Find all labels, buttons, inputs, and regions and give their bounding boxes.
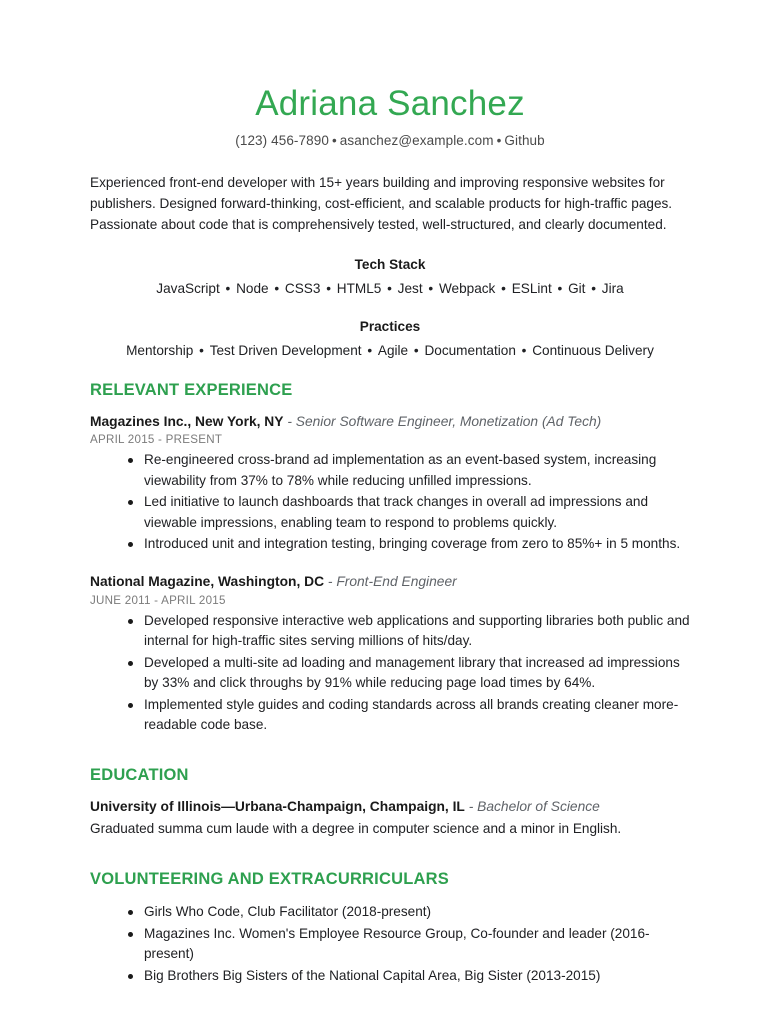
skill-separator-icon: • [270, 281, 283, 297]
contact-github-link[interactable]: Github [504, 133, 545, 149]
bullet-item: Big Brothers Big Sisters of the National Capital Area, Big Sister (2013-2015) [144, 966, 690, 986]
skill-list [90, 341, 690, 361]
contact-phone: (123) 456-7890 [235, 133, 329, 149]
skill-list [90, 279, 690, 299]
skill-item: CSS3 [284, 281, 321, 297]
skill-separator-icon: • [553, 281, 567, 297]
professional-summary: Experienced front-end developer with 15+ years building and improving responsive websites for publishers. Designed forward-thinking, cost-efficient, and scalable products for high-traffic pages. Passionate about code that is comprehensively tested, well-structured, and clearly documented. [90, 175, 673, 233]
candidate-name: Adriana Sanchez [255, 84, 525, 123]
skill-item: Webpack [438, 281, 496, 297]
skill-separator-icon: • [363, 343, 376, 359]
education-entry [90, 798, 690, 839]
skill-block-title: Tech Stack [354, 257, 426, 273]
education-note: Graduated summa cum laude with a degree in computer science and a minor in English. [90, 821, 622, 837]
skill-item: HTML5 [336, 281, 382, 297]
skill-item: Agile [377, 343, 409, 359]
volunteering-bullet-list [90, 902, 690, 986]
skill-item: Jest [397, 281, 423, 297]
bullet-item: Introduced unit and integration testing, bringing coverage from zero to 85%+ in 5 months. [144, 534, 690, 554]
skill-separator-icon: • [322, 281, 335, 297]
skill-block-tech-stack [90, 257, 690, 299]
section-volunteering [90, 870, 690, 986]
skill-item: Jira [601, 281, 624, 297]
contact-separator-icon: • [496, 133, 502, 149]
skill-separator-icon: • [424, 281, 437, 297]
entry-organization: University of Illinois—Urbana-Champaign, Champaign, IL [90, 799, 465, 815]
skill-separator-icon: • [195, 343, 208, 359]
skill-item: Git [568, 281, 586, 297]
entry-role: Senior Software Engineer, Monetization (Ad Tech) [295, 413, 602, 429]
bullet-item: Developed responsive interactive web applications and supporting libraries both public and internal for high-traffic sites serving millions of hits/day. [144, 611, 690, 652]
entry-dash: - [283, 413, 296, 429]
entry-dash: - [464, 799, 478, 815]
bullet-item: Re-engineered cross-brand ad implementation as an event-based system, increasing viewability from 37% to 78% while reducing unfilled impressions. [144, 450, 690, 491]
skill-block-title: Practices [359, 319, 421, 335]
skill-item: Node [236, 281, 269, 297]
entry-dates: JUNE 2011 - APRIL 2015 [90, 594, 226, 608]
skill-separator-icon: • [410, 343, 423, 359]
entry-bullet-list [90, 450, 690, 554]
experience-entry [90, 573, 690, 735]
entry-dash: - [324, 574, 337, 590]
contact-email: asanchez@example.com [339, 133, 494, 149]
skill-separator-icon: • [497, 281, 510, 297]
bullet-item: Magazines Inc. Women's Employee Resource Group, Co-founder and leader (2016-present) [144, 924, 690, 965]
entry-heading [90, 573, 690, 592]
entry-organization: Magazines Inc., New York, NY [90, 413, 284, 429]
entry-role: Front-End Engineer [336, 574, 457, 590]
bullet-item: Developed a multi-site ad loading and management library that increased ad impressions by 33% and click throughs by 91% while reducing page load times by 64%. [144, 653, 690, 694]
skill-item: ESLint [511, 281, 552, 297]
skill-separator-icon: • [517, 343, 531, 359]
entry-degree: Bachelor of Science [477, 799, 600, 815]
skill-item: Continuous Delivery [532, 343, 654, 359]
bullet-item: Girls Who Code, Club Facilitator (2018-present) [144, 902, 690, 922]
skill-separator-icon: • [221, 281, 235, 297]
section-title: EDUCATION [90, 766, 189, 785]
bullet-item: Led initiative to launch dashboards that track changes in overall ad impressions and viewable impressions, enabling team to respond to problems quickly. [144, 492, 690, 533]
skill-block-practices [90, 319, 690, 361]
contact-line [90, 133, 690, 148]
entry-heading [90, 413, 690, 432]
skill-item: Documentation [424, 343, 516, 359]
section-relevant-experience [90, 381, 690, 736]
section-education [90, 766, 690, 839]
section-title: RELEVANT EXPERIENCE [90, 380, 293, 399]
contact-separator-icon: • [331, 133, 337, 149]
entry-organization: National Magazine, Washington, DC [90, 574, 325, 590]
entry-bullet-list [90, 611, 690, 735]
skill-item: Mentorship [126, 343, 194, 359]
bullet-item: Implemented style guides and coding standards across all brands creating cleaner more-readable code base. [144, 695, 690, 736]
skill-item: JavaScript [156, 281, 220, 297]
skill-separator-icon: • [587, 281, 600, 297]
experience-entry [90, 413, 690, 555]
section-title: VOLUNTEERING AND EXTRACURRICULARS [90, 870, 449, 889]
entry-dates: APRIL 2015 - PRESENT [90, 433, 223, 447]
skill-item: Test Driven Development [209, 343, 362, 359]
skill-separator-icon: • [383, 281, 396, 297]
entry-heading [90, 798, 690, 817]
